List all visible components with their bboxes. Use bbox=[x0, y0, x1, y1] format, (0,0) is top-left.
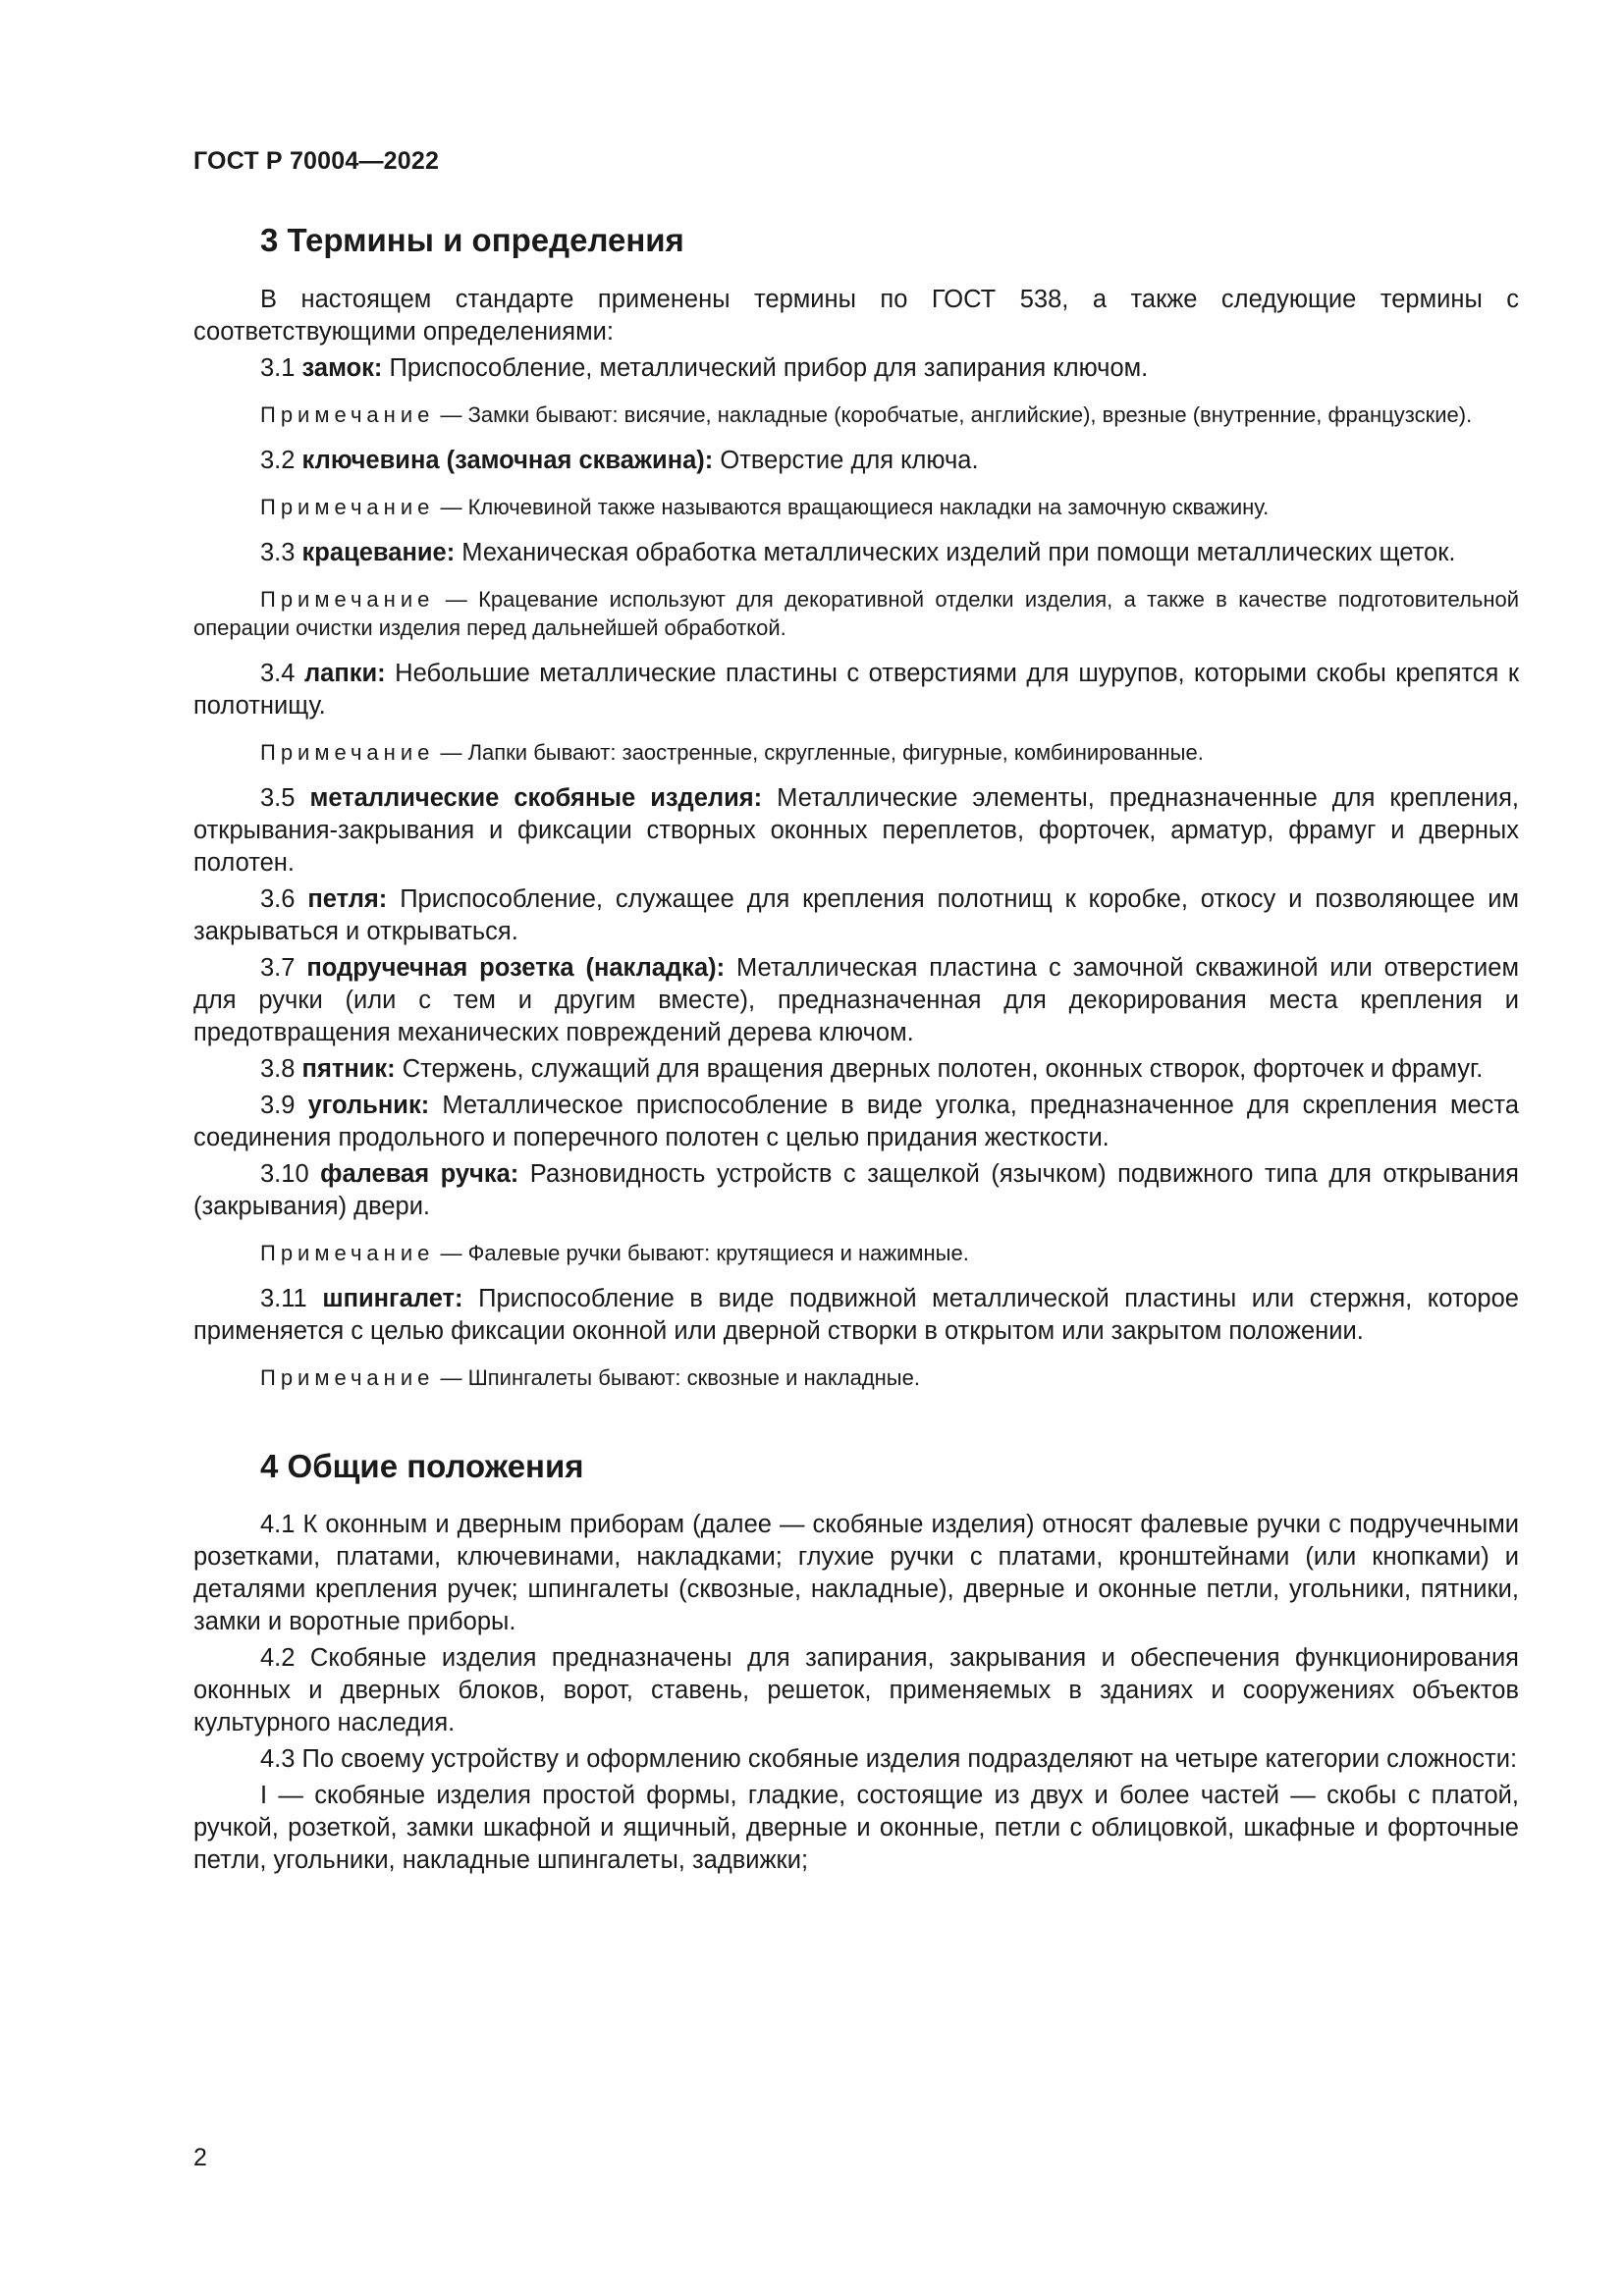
note-dash: — bbox=[440, 1240, 462, 1265]
note-text: Фалевые ручки бывают: крутящиеся и нажимные. bbox=[467, 1240, 969, 1265]
term-3-3 bbox=[193, 537, 1519, 569]
term-definition: Приспособление в виде подвижной металлической пластины или стержня, которое применяется с целью фиксации оконной или дверной створки в открытом или закрытом положении. bbox=[193, 1284, 1519, 1345]
paragraph-4-1: 4.1 К оконным и дверным приборам (далее — скобяные изделия) относят фалевые ручки с подручечными розетками, платами, ключевинами, накладками; глухие ручки с платами, кронштейнами (или кнопками) и деталями крепления ручек; шпингалеты (сквозные, накладные), дверные и оконные петли, угольники, пятники, замки и воротные приборы. bbox=[193, 1511, 1519, 1636]
note-3-10 bbox=[193, 1239, 1519, 1267]
term-number: 3.10 bbox=[260, 1159, 309, 1188]
paragraph-4-2: 4.2 Скобяные изделия предназначены для запирания, закрывания и обеспечения функционирования оконных и дверных блоков, ворот, ставень, решеток, применяемых в зданиях и сооружениях объектов культурного наследия. bbox=[193, 1644, 1519, 1737]
term-name: петля: bbox=[307, 884, 388, 913]
term-number: 3.8 bbox=[260, 1054, 296, 1083]
term-definition: Небольшие металлические пластины с отверстиями для шурупов, которыми скобы крепятся к полотнищу. bbox=[193, 659, 1520, 720]
note-text: Ключевиной также называются вращающиеся накладки на замочную скважину. bbox=[467, 494, 1270, 519]
section-3-intro: В настоящем стандарте применены термины по ГОСТ 538, а также следующие термины с соответствующими определениями: bbox=[193, 285, 1519, 346]
term-definition: Металлическая пластина с замочной скважиной или отверстием для ручки (или с тем и другим вместе), предназначенная для декорирования места крепления и предотвращения механических повреждений дерева ключом. bbox=[193, 953, 1519, 1046]
term-name: фалевая ручка: bbox=[320, 1159, 519, 1188]
note-dash: — bbox=[440, 1364, 462, 1390]
term-3-9 bbox=[193, 1090, 1519, 1154]
term-name: металлические скобяные изделия: bbox=[309, 783, 763, 812]
term-number: 3.7 bbox=[260, 953, 296, 982]
term-number: 3.1 bbox=[260, 353, 296, 382]
note-text: Лапки бывают: заостренные, скругленные, фигурные, комбинированные. bbox=[467, 739, 1204, 765]
term-name: угольник: bbox=[307, 1091, 430, 1119]
term-definition: Стержень, служащий для вращения дверных полотен, оконных створок, форточек и фрамуг. bbox=[402, 1054, 1484, 1083]
term-number: 3.9 bbox=[260, 1091, 296, 1119]
term-3-1 bbox=[193, 352, 1519, 385]
note-label: Примечание bbox=[260, 494, 435, 519]
term-3-5 bbox=[193, 782, 1519, 880]
note-text: Замки бывают: висячие, накладные (коробчатые, английские), врезные (внутренние, французские). bbox=[467, 401, 1473, 427]
document-header: ГОСТ Р 70004—2022 bbox=[193, 147, 440, 175]
term-3-11 bbox=[193, 1283, 1519, 1348]
note-dash: — bbox=[445, 586, 467, 612]
term-definition: Механическая обработка металлических изделий при помощи металлических щеток. bbox=[461, 538, 1456, 566]
term-3-6 bbox=[193, 883, 1519, 948]
term-number: 3.6 bbox=[260, 884, 296, 913]
term-3-10 bbox=[193, 1158, 1519, 1223]
page-number: 2 bbox=[193, 2144, 207, 2171]
term-3-4 bbox=[193, 658, 1519, 722]
term-definition: Приспособление, служащее для крепления полотнищ к коробке, откосу и позволяющее им закрываться и открываться. bbox=[193, 884, 1519, 945]
note-label: Примечание bbox=[260, 739, 435, 765]
note-label: Примечание bbox=[260, 1364, 435, 1390]
note-3-11 bbox=[193, 1363, 1519, 1392]
note-3-1 bbox=[193, 400, 1519, 429]
note-3-3 bbox=[193, 585, 1519, 642]
term-name: пятник: bbox=[301, 1054, 396, 1083]
section-3-title: 3 Термины и определения bbox=[260, 222, 684, 258]
paragraph-4-3: 4.3 По своему устройству и оформлению скобяные изделия подразделяют на четыре категории сложности: bbox=[260, 1745, 1518, 1774]
note-3-4 bbox=[193, 738, 1519, 767]
term-number: 3.2 bbox=[260, 446, 296, 474]
term-3-8 bbox=[193, 1053, 1519, 1086]
section-4-title: 4 Общие положения bbox=[260, 1447, 584, 1484]
note-label: Примечание bbox=[260, 1240, 435, 1265]
term-definition: Отверстие для ключа. bbox=[720, 446, 979, 474]
term-definition: Разновидность устройств с защелкой (язычком) подвижного типа для открывания (закрывания) двери. bbox=[193, 1159, 1519, 1220]
note-text: Крацевание используют для декоративной отделки изделия, а также в качестве подготовительной операции очистки изделия перед дальнейшей обработкой. bbox=[193, 586, 1519, 640]
term-definition: Металлические элементы, предназначенные для крепления, открывания-закрывания и фиксации створных оконных переплетов, форточек, арматур, фрамуг и дверных полотен. bbox=[193, 783, 1519, 877]
term-name: ключевина (замочная скважина): bbox=[301, 446, 714, 474]
note-text: Шпингалеты бывают: сквозные и накладные. bbox=[467, 1364, 920, 1390]
note-label: Примечание bbox=[260, 401, 435, 427]
document-body bbox=[193, 221, 1519, 1881]
term-name: крацевание: bbox=[301, 538, 456, 566]
term-3-2 bbox=[193, 445, 1519, 477]
term-number: 3.3 bbox=[260, 538, 296, 566]
term-definition: Приспособление, металлический прибор для запирания ключом. bbox=[389, 353, 1149, 382]
term-definition: Металлическое приспособление в виде уголка, предназначенное для скрепления места соединения продольного и поперечного полотен с целью придания жесткости. bbox=[193, 1091, 1520, 1151]
note-dash: — bbox=[440, 739, 462, 765]
note-dash: — bbox=[440, 401, 462, 427]
term-number: 3.11 bbox=[260, 1284, 307, 1312]
term-name: лапки: bbox=[303, 659, 386, 687]
term-name: шпингалет: bbox=[322, 1284, 463, 1312]
paragraph-4-3-category-1: I — скобяные изделия простой формы, гладкие, состоящие из двух и более частей — скобы с платой, ручкой, розеткой, замки шкафной и ящичный, дверные и оконные, петли с облицовкой, шкафные и форточные петли, угольники, накладные шпингалеты, задвижки; bbox=[193, 1782, 1519, 1875]
note-dash: — bbox=[440, 494, 462, 519]
term-3-7 bbox=[193, 952, 1519, 1049]
term-number: 3.5 bbox=[260, 783, 296, 812]
note-label: Примечание bbox=[260, 586, 435, 612]
term-number: 3.4 bbox=[260, 659, 296, 687]
term-name: замок: bbox=[301, 353, 383, 382]
note-3-2 bbox=[193, 493, 1519, 521]
term-name: подручечная розетка (накладка): bbox=[306, 953, 726, 982]
